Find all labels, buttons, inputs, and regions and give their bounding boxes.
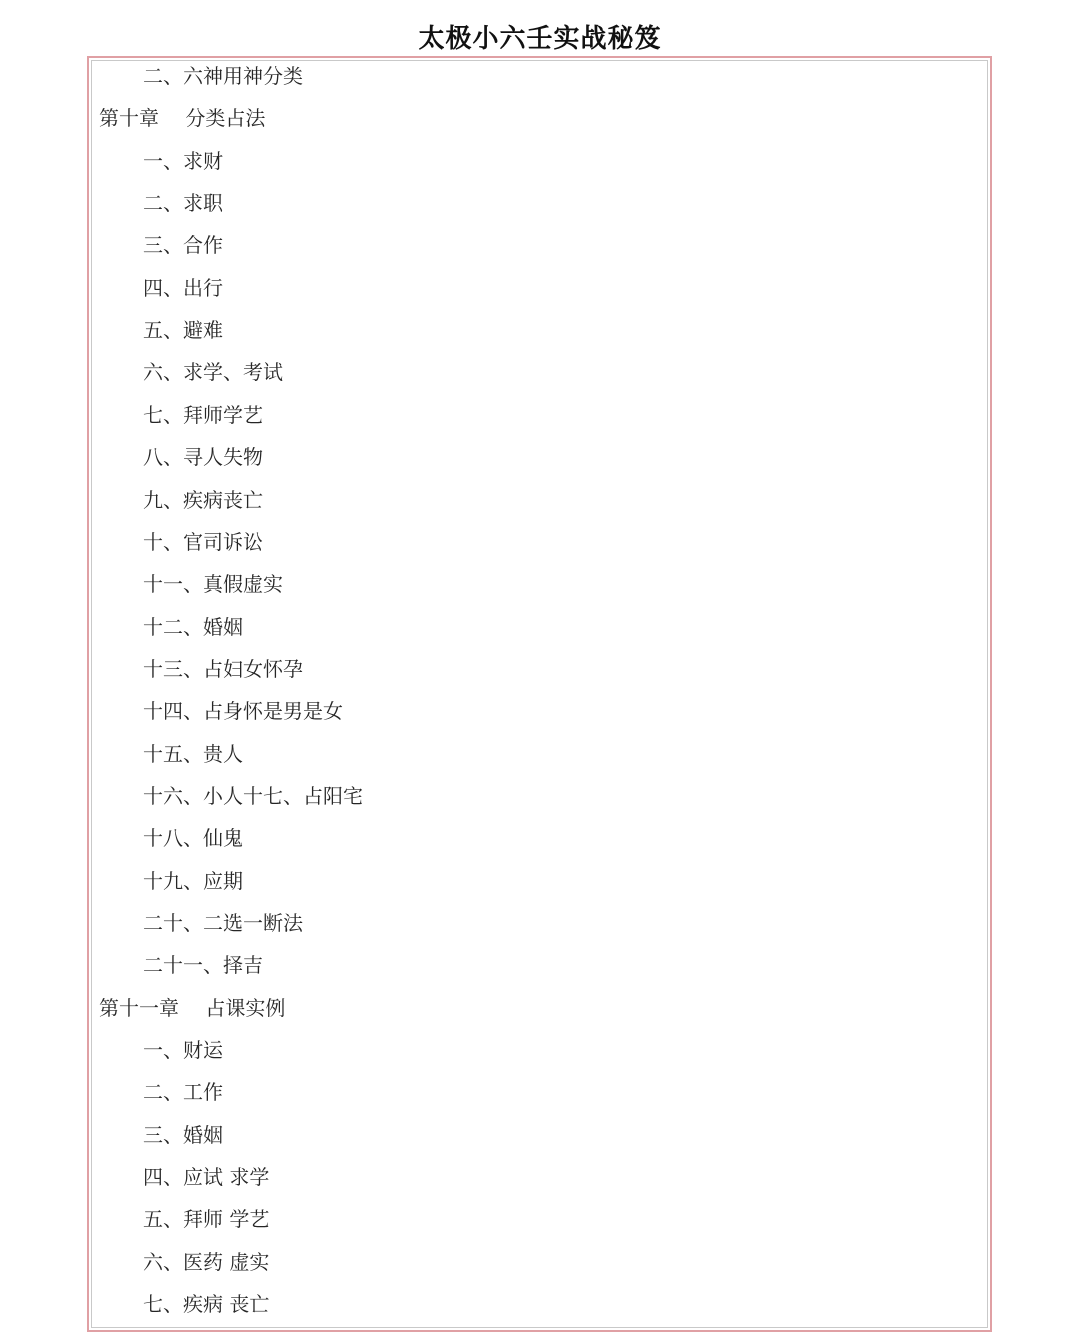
- toc-chapter-heading: 第十一章 占课实例: [99, 995, 286, 1020]
- toc-section-item: 六、医药 虚实: [143, 1249, 270, 1274]
- toc-section-item: 四、出行: [143, 275, 223, 300]
- toc-section-item: 十九、应期: [143, 868, 243, 893]
- toc-section-item: 二、求职: [143, 191, 223, 216]
- toc-section-item: 六、求学、考试: [143, 360, 283, 385]
- toc-section-item: 十六、小人十七、占阳宅: [143, 783, 363, 808]
- toc-section-item: 十八、仙鬼: [143, 826, 243, 851]
- toc-section-item: 一、求财: [143, 148, 223, 173]
- toc-section-item: 一、财运: [143, 1038, 223, 1063]
- document-title: 太极小六壬实战秘笈: [418, 24, 662, 54]
- table-of-contents: [89, 58, 990, 1330]
- toc-section-item: 八、寻人失物: [143, 445, 263, 470]
- content-frame: [87, 56, 992, 1332]
- toc-section-item: 二十、二选一断法: [143, 911, 303, 935]
- toc-section-item: 十、官司诉讼: [143, 529, 263, 554]
- toc-chapter-heading: 第十章 分类占法: [99, 106, 266, 131]
- toc-section-item: 二、工作: [143, 1080, 223, 1105]
- toc-section-item: 十三、占妇女怀孕: [143, 656, 303, 681]
- toc-section-item: 十二、婚姻: [143, 614, 243, 639]
- toc-section-item: 三、婚姻: [143, 1122, 223, 1147]
- toc-section-item: 二十一、择吉: [143, 953, 263, 978]
- toc-section-item: 九、疾病丧亡: [143, 487, 263, 512]
- toc-section-item: 三、合作: [143, 233, 223, 258]
- toc-section-item: 四、应试 求学: [143, 1165, 270, 1190]
- toc-section-item: 七、拜师学艺: [143, 402, 263, 427]
- toc-section-item: 七、疾病 丧亡: [143, 1292, 270, 1317]
- toc-section-item: 二、六神用神分类: [143, 64, 303, 88]
- toc-section-item: 五、避难: [143, 318, 223, 343]
- toc-section-item: 五、拜师 学艺: [143, 1207, 270, 1232]
- toc-section-item: 十四、占身怀是男是女: [143, 699, 343, 724]
- toc-section-item: 十一、真假虚实: [143, 572, 283, 597]
- toc-section-item: 十五、贵人: [143, 741, 243, 766]
